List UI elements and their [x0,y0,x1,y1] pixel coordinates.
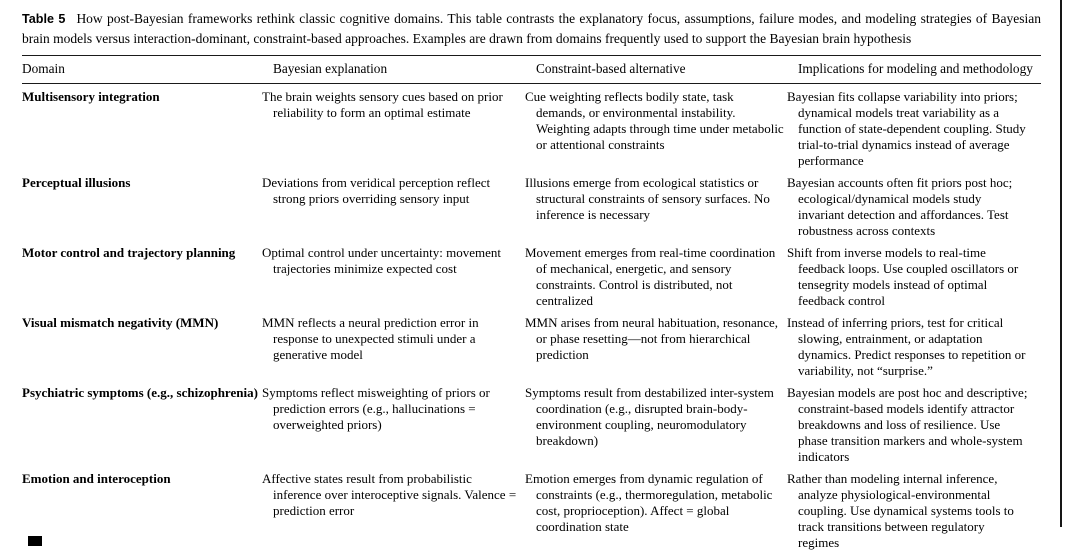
table-caption-label: Table 5 [22,12,66,26]
cell-domain: Emotion and interoception [22,471,171,486]
table-row [22,466,1041,551]
header-row [22,56,1041,84]
table-row [22,170,1041,240]
cell-implications: Shift from inverse models to real-time feedback loops. Use coupled oscillators or tensegrity models instead of optimal feedback control [787,245,1019,308]
cell-bayesian-explanation: The brain weights sensory cues based on prior reliability to form an optimal estimate [262,89,503,120]
cell-domain: Visual mismatch negativity (MMN) [22,315,219,330]
table-row [22,380,1041,466]
cell-constraint-alternative: Symptoms result from destabilized inter-system coordination (e.g., disrupted brain-body-environment coupling, neuromodulatory breakdown) [525,385,774,448]
cell-bayesian-explanation: Affective states result from probabilistic inference over interoceptive signals. Valence = prediction error [262,471,517,518]
cell-bayesian-explanation: MMN reflects a neural prediction error in response to unexpected stimuli under a generative model [262,315,479,362]
cell-domain: Motor control and trajectory planning [22,245,236,260]
cell-constraint-alternative: Cue weighting reflects bodily state, task demands, or environmental instability. Weighting adapts through time under metabolic or attentional constraints [525,89,784,152]
page-edge-line [1060,0,1062,527]
col-header-constraint-based-alternative: Constraint-based alternative [536,61,686,76]
cell-constraint-alternative: Illusions emerge from ecological statistics or structural constraints of sensory surfaces. No inference is necessary [525,175,770,222]
scan-artifact-mark [28,536,42,546]
table-row [22,310,1041,380]
cell-bayesian-explanation: Symptoms reflect misweighting of priors or prediction errors (e.g., hallucinations = overweighted priors) [262,385,490,432]
table-caption-text: How post-Bayesian frameworks rethink classic cognitive domains. This table contrasts the explanatory focus, assumptions, failure modes, and modeling strategies of Bayesian brain models versus interaction-dominant, constraint-based approaches. Examples are drawn from domains frequently used to support the Bayesian brain hypothesis [22,11,1042,46]
cell-bayesian-explanation: Deviations from veridical perception reflect strong priors overriding sensory input [262,175,491,206]
table-5 [22,55,1041,551]
cell-domain: Multisensory integration [22,89,160,104]
cell-constraint-alternative: MMN arises from neural habituation, resonance, or phase resetting—not from hierarchical prediction [525,315,779,362]
col-header-bayesian-explanation: Bayesian explanation [273,61,388,76]
table-row [22,84,1041,171]
table-row [22,240,1041,310]
cell-implications: Bayesian fits collapse variability into priors; dynamical models treat variability as a function of state-dependent coupling. Study trial-to-trial dynamics instead of average performance [787,89,1026,168]
cell-constraint-alternative: Emotion emerges from dynamic regulation of constraints (e.g., thermoregulation, metabolic cost, proprioception). Affect = global coordination state [525,471,773,534]
cell-domain: Perceptual illusions [22,175,131,190]
cell-bayesian-explanation: Optimal control under uncertainty: movement trajectories minimize expected cost [262,245,501,276]
col-header-implications: Implications for modeling and methodology [798,61,1033,76]
cell-implications: Bayesian models are post hoc and descriptive; constraint-based models identify attractor breakdowns and loss of resilience. Use phase transition markers and whole-system indicators [787,385,1028,464]
table-region [22,9,1041,551]
cell-implications: Bayesian accounts often fit priors post hoc; ecological/dynamical models study invariant detection and affordances. Test robustness across contexts [787,175,1013,238]
cell-constraint-alternative: Movement emerges from real-time coordination of mechanical, energetic, and sensory constraints. Control is distributed, not centralized [525,245,776,308]
table-caption [22,9,1041,48]
col-header-domain: Domain [22,61,65,76]
cell-domain: Psychiatric symptoms (e.g., schizophrenia) [22,385,258,400]
cell-implications: Instead of inferring priors, test for critical slowing, entrainment, or adaptation dynamics. Predict responses to repetition or variability, not “surprise.” [787,315,1026,378]
cell-implications: Rather than modeling internal inference, analyze physiological-environmental coupling. Use dynamical systems tools to track transitions between regulatory regimes [787,471,1014,550]
